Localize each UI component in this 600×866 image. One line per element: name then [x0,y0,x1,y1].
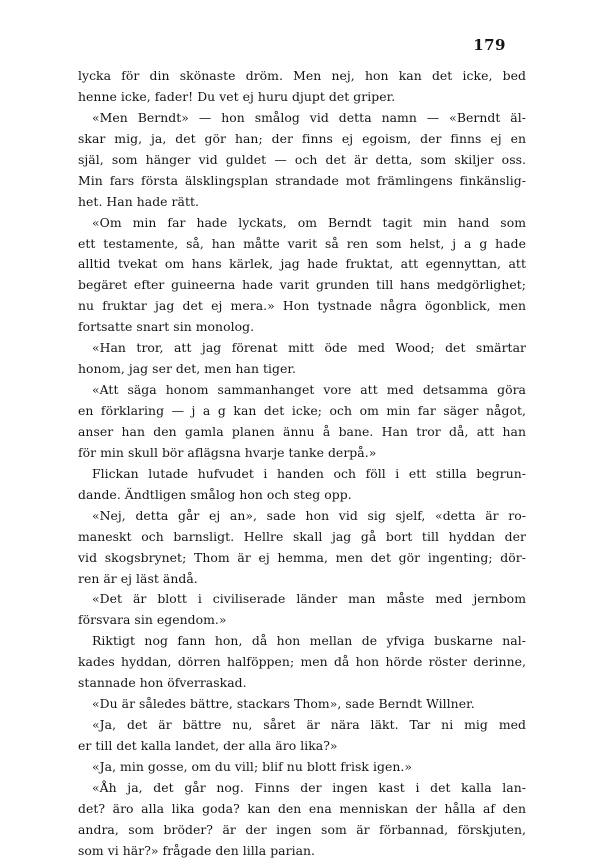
text-line: het. Han hade rätt. [78,193,200,209]
text-line: «Åh ja, det går nog. Finns der ingen kast i det kalla lan- [92,779,526,795]
text-line: alltid tvekat om hans kärlek, jag hade fruktat, att egennyttan, att [78,256,526,272]
text-line: er till det kalla landet, der alla äro lika?» [78,738,338,753]
text-line: själ, som hänger vid guldet — och det är detta, som skiljer oss. [78,151,526,167]
text-line: fortsatte snart sin monolog. [78,319,255,335]
text-line: som vi här?» frågade den lilla parian. [78,842,316,858]
text-line: kades hyddan, dörren halföppen; men då hon hörde röster derinne, [78,654,526,670]
text-line: «Ja, det är bättre nu, såret är nära läkt. Tar ni mig med [92,717,526,733]
text-line: «Men Berndt» — hon smålog vid detta namn — «Berndt äl- [92,109,526,125]
text-line: «Att säga honom sammanhanget vore att med detsamma göra [92,382,526,398]
text-line: «Nej, detta går ej an», sade hon vid sig sjelf, «detta är ro- [92,507,526,523]
text-line: honom, jag ser det, men han tiger. [78,361,296,377]
text-line: maneskt och barnsligt. Hellre skall jag gå bort till hyddan der [78,528,526,544]
text-line: dande. Ändtligen smålog hon och steg opp. [78,486,352,502]
text-line: försvara sin egendom.» [78,612,227,628]
page-number: 179 [473,36,506,54]
text-line: det? äro alla lika goda? kan den ena menniskan der hålla af den [78,800,526,816]
text-line: anser han den gamla planen ännu å bane. Han tror då, att han [78,423,526,439]
text-line: «Om min far hade lyckats, om Berndt tagit min hand som [92,214,526,230]
text-line: Min fars första älsklingsplan strandade mot främlingens finkänslig- [78,172,526,188]
text-line: «Ja, min gosse, om du vill; blif nu blott frisk igen.» [92,758,412,774]
text-line: ren är ej läst ändå. [78,570,198,586]
text-line: skar mig, ja, det gör han; der finns ej egoism, der finns ej en [78,130,526,146]
text-line: «Det är blott i civiliserade länder man måste med jernbom [92,591,526,607]
text-line: ett testamente, så, han måtte varit så ren som helst, j a g hade [78,235,526,251]
text-line: vid skogsbrynet; Thom är ej hemma, men det gör ingenting; dör- [78,549,526,565]
text-line: stannade hon öfverraskad. [78,675,247,691]
text-line: en förklaring — j a g kan det icke; och om min far säger något, [78,403,526,418]
text-line: «Han tror, att jag förenat mitt öde med Wood; det smärtar [92,340,526,356]
text-line: henne icke, fader! Du vet ej huru djupt det griper. [78,88,396,104]
text-line: «Du är således bättre, stackars Thom», sade Berndt Willner. [92,696,475,712]
text-line: andra, som bröder? är der ingen som är förbannad, förskjuten, [78,821,526,837]
text-line: Flickan lutade hufvudet i handen och föll i ett stilla begrun- [92,465,526,481]
body-text [78,66,526,862]
text-line: lycka för din skönaste dröm. Men nej, hon kan det icke, bed [78,68,526,83]
text-line: Riktigt nog fann hon, då hon mellan de yfviga buskarne nal- [92,633,526,649]
text-line: för min skull bör aflägsna hvarje tanke derpå.» [78,444,377,460]
text-line: nu fruktar jag det ej mera.» Hon tystnade några ögonblick, men [78,298,526,314]
text-line: begäret efter guineerna hade varit grunden till hans medgörlighet; [78,277,526,293]
